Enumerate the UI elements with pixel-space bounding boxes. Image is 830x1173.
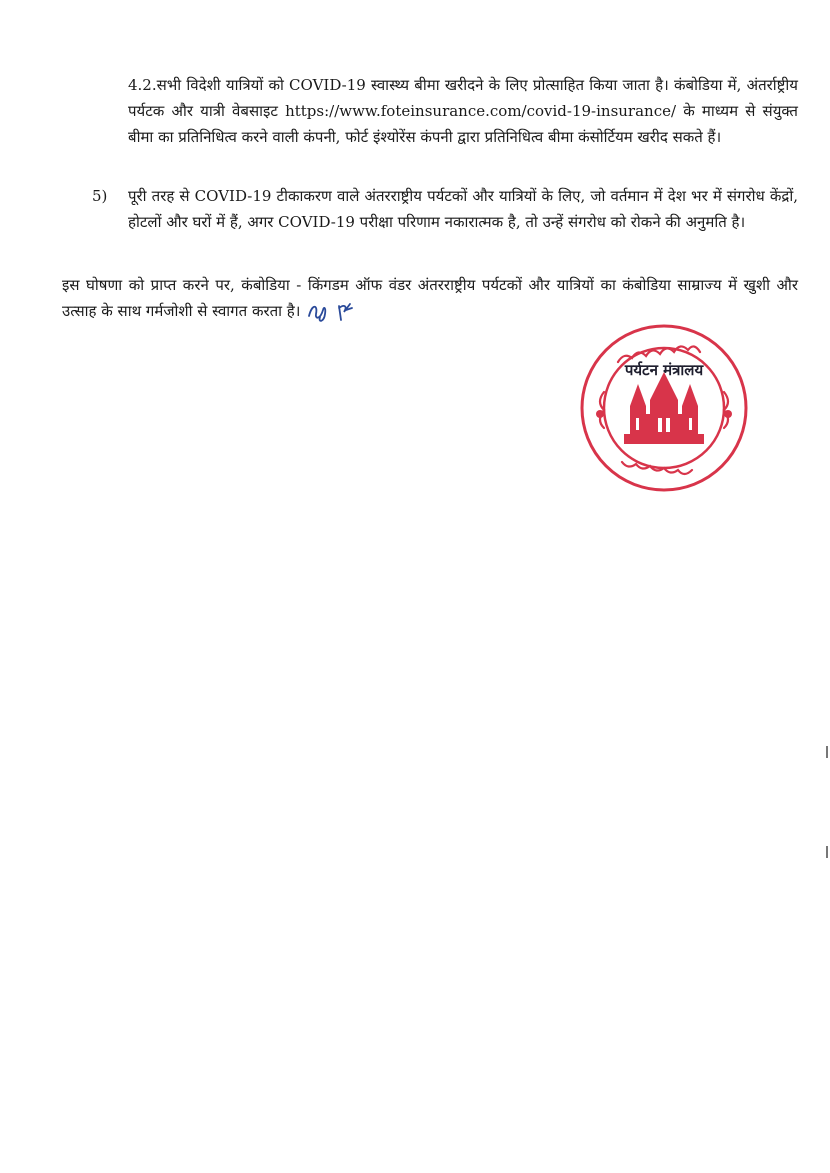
paragraph-5: पूरी तरह से COVID-19 टीकाकरण वाले अंतरराष्ट्रीय पर्यटकों और यात्रियों के लिए, जो वर्तमान में देश भर में संगरोध केंद्रों, होटलों और घरों में हैं, अगर COVID-19 परीक्षा परिणाम नकारात्मक है, तो उन्हें संगरोध को रोकने की अनुमति है। bbox=[128, 187, 798, 231]
paragraph-4-2: 4.2.सभी विदेशी यात्रियों को COVID-19 स्वास्थ्य बीमा खरीदने के लिए प्रोत्साहित किया जाता है। कंबोडिया में, अंतर्राष्ट्रीय पर्यटक और यात्री वेबसाइट https://www.foteinsurance.com/covid-19-insurance/ के माध्यम से संयुक्त बीमा का प्रतिनिधित्व करने वाली कंपनी, फोर्ट इंश्योरेंस कंपनी द्वारा प्रतिनिधित्व बीमा कंसोर्टियम खरीद सकते हैं। bbox=[128, 76, 798, 146]
closing-paragraph bbox=[62, 272, 798, 324]
list-number-5: 5) bbox=[92, 187, 108, 205]
ministry-seal bbox=[578, 322, 750, 494]
scan-edge-mark bbox=[826, 846, 828, 858]
closing-text: इस घोषणा को प्राप्त करने पर, कंबोडिया - किंगडम ऑफ वंडर अंतरराष्ट्रीय पर्यटकों और यात्रियों का कंबोडिया साम्राज्य में खुशी और उत्साह के साथ गर्मजोशी से स्वागत करता है। bbox=[62, 276, 798, 320]
seal-label: पर्यटन मंत्रालय bbox=[624, 361, 704, 379]
seal-emblem-icon bbox=[578, 322, 750, 494]
scan-edge-mark bbox=[826, 746, 828, 758]
initials-signature-icon bbox=[306, 300, 358, 324]
